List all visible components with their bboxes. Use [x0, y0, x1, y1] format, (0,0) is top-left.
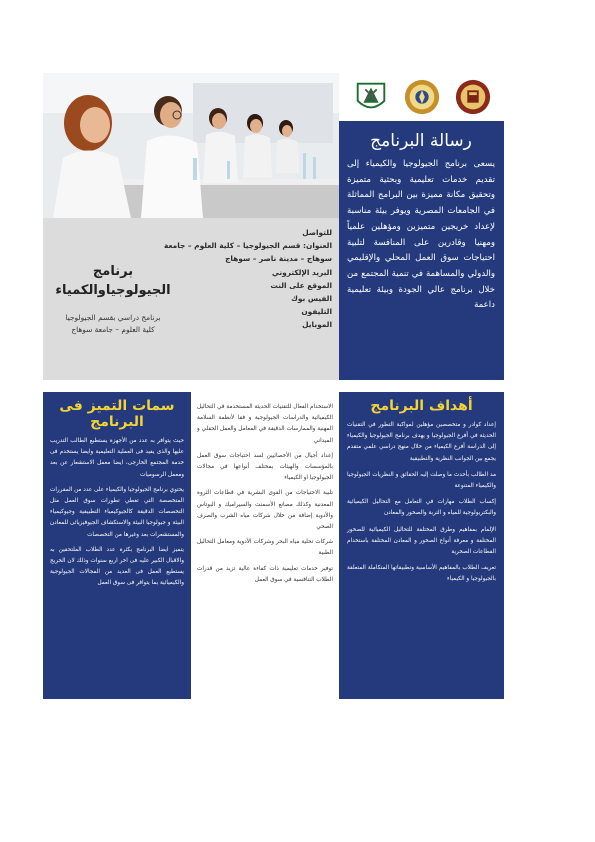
sohag-university-logo	[454, 77, 492, 117]
contact-heading: للتواصل	[302, 228, 332, 237]
features-title: سمات التميز فى البرنامج	[59, 398, 175, 430]
goal-continued-item: توفير خدمات تعليمية ذات كفاءة عالية تزيد من قدرات الطلاب التنافسية في سوق العمل	[197, 565, 333, 583]
contact-website-label: الموقع على النت	[270, 280, 332, 290]
program-subtitle	[48, 312, 178, 336]
goal-continued-item: تلبية الاحتياجات من القوى البشرية في قطاعات الثروة المعدنية وكذلك مصانع الأسمنت والسيراميك و البوتاس والأدوية إضافة من خلال شركات مياه الشرب والصرف الصحي	[197, 490, 333, 531]
contact-info	[164, 226, 332, 332]
goal-item: إعداد كوادر و متخصصين مؤهلين لمواكبة التطور في التقنيات الحديثة في أفرع الجيولوجيا و يهدف برنامج الجيولوجيا والكيمياء إلى الدراسة أفرع الكيمياء من خلال منهج دراسي علمي متقدم يجمع بين الجوانب النظرية والتطبيقية	[347, 422, 496, 462]
contact-address: العنوان: قسم الجيولوجيا – كلية العلوم – جامعة	[164, 241, 332, 251]
goal-continued-item: شركات تحلية مياه البحر وشركات الأدوية ومعامل التحاليل الطبية	[197, 539, 333, 557]
program-title-line1: برنامج	[92, 264, 134, 279]
feature-item: حيث يتوافر به عدد من الأجهزة يستطيع الطالب التدريب عليها والذى يفيد فى العملية التعليمية وايضا يستخدم فى خدمة المجتمع الخارجى، ايضا معمل الاستشعار عن بعد ومعمل الرسوميات	[50, 438, 184, 478]
contact-email-label: البريد الإلكتروني	[271, 267, 332, 277]
mission-panel	[339, 121, 504, 380]
program-title	[48, 262, 178, 300]
goal-item: تعريف الطلاب بالمفاهيم الأساسية وتطبيقاتها المتكاملة المتعلقة بالجيولوجيا و الكيمياء	[347, 565, 496, 583]
mission-title: رسالة البرنامج	[370, 131, 472, 151]
goal-item: الإلمام بمفاهيم وطرق المختلفة للتحاليل الكيميائية للصخور المختلفة و معرفة أنواع الصخور و المعادن المختلفة باستخدام القطاعات الصخرية	[347, 526, 496, 556]
goal-item: إكساب الطلاب مهارات في التعامل مع التحاليل الكيميائية والبكتريولوجية للمياه و التربة والصخور والمعادن	[347, 499, 496, 517]
feature-item: يتميز ايضا البرنامج بكثرة عدد الطلاب الملتحقين به والاقبال الكبير عليه فى اخر اربع سنوات وذلك لان الخريج يستطيع العمل فى العديد من المجالات الجيولوجية والكيميائية بما يتوافر فى سوق العمل	[50, 546, 184, 587]
goal-continued-item: إعداد أجيال من الأخصائيين لسد احتياجات سوق العمل بالمؤسسات والهيئات بمختلف أنواعها في مجالات الجيولوجيا او الكيمياء	[197, 452, 333, 482]
goals-column	[339, 392, 504, 699]
program-subtitle-line1: برنامج دراسي بقسم الجيولوجيا	[65, 313, 161, 322]
contact-phone-label: التليفون	[301, 307, 332, 317]
contact-mobile-label: الموبايل	[302, 320, 332, 330]
goal-continued-item: الاستخدام الفعال للتقنيات الحديثة المستخدمة في التحاليل الكيميائية والدراسات الجيولوجية و فقا لأنظمة السلامة المهنية والممارسات الدقيقة في المعامل والعمل الحقلي و الميداني	[197, 404, 333, 444]
goals-continued-column	[191, 392, 339, 699]
lab-students-photo	[43, 73, 339, 218]
program-title-line2: الجيولوجياوالكمياء	[55, 283, 171, 298]
goals-title: أهداف البرنامج	[370, 398, 473, 414]
geology-department-logo	[352, 77, 390, 117]
program-subtitle-line2: كلية العلوم – جامعة سوهاج	[71, 325, 155, 334]
features-column	[43, 392, 191, 699]
feature-item: يحتوي برنامج الجيولوجيا والكيمياء على عدد من المقررات المتخصصة التي تغطي تطورات سوق العمل مثل التخصصات الدقيقة كالجيوكيمياء التطبيقية وجيوكيمياء البيئة و جيولوجيا البيئة والاستكشاف الجيوفيزيائى للمعادن والمستشعرات بعد وغيرها من التخصصات	[50, 486, 184, 538]
logos-bar	[339, 73, 504, 121]
faculty-of-science-logo	[403, 77, 441, 117]
contact-facebook-label: الفيس بوك	[291, 294, 332, 304]
contact-address-cont: سوهاج – مدينة ناصر – سوهاج	[225, 254, 332, 264]
mission-text: يسعى برنامج الجيولوجيا والكيمياء إلى تقديم خدمات تعليمية وبحثية متميزة وتحقيق مكانة مميزة بين البرامج المماثلة في الجامعات المصرية ويوفر بيئة مناسبة لإعداد خريجين متميزين ومؤهلين علمياً ومهنيا وقادرين على المنافسة لتلبية احتياجات سوق العمل المحلي والإقليمي والدولي والمساهمة في تنمية المجتمع من خلال برنامج عالي الجودة وبيئة تعليمية داعمة	[347, 159, 495, 311]
goal-item: مد الطالب بأحدث ما وصلت إليه الحقائق و النظريات الجيولوجيا والكيمياء المتنوعة	[347, 471, 496, 490]
